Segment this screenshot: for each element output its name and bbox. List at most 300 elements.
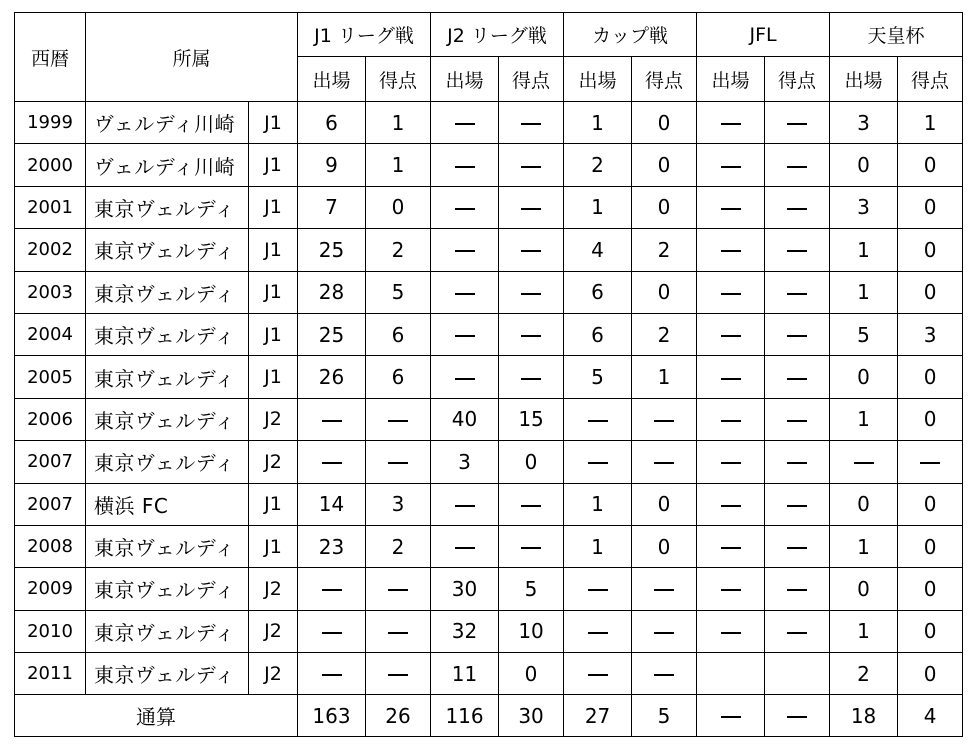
dash-mark: [721, 589, 741, 591]
dash-text: [475, 111, 476, 112]
cell-cup-goals: [632, 398, 697, 440]
cell-j2-goals: [499, 144, 564, 186]
dash-text: [807, 365, 808, 366]
cell-j2-goals: 15: [499, 398, 564, 440]
cell-j1-apps: 28: [298, 271, 366, 313]
dash-mark: [787, 632, 807, 634]
cell-club: 東京ヴェルディ: [86, 653, 249, 695]
table-row: [15, 525, 963, 567]
dash-mark: [455, 166, 475, 168]
dash-mark: [388, 674, 408, 676]
dash-mark: [588, 462, 608, 464]
cell-j1-goals: 6: [366, 313, 431, 355]
dash-mark: [854, 462, 874, 464]
dash-text: [541, 153, 542, 154]
header-club: 所属: [86, 13, 298, 102]
cell-j1-goals: [366, 653, 431, 695]
cell-j2-apps: [431, 313, 499, 355]
dash-text: [541, 238, 542, 239]
dash-mark: [654, 420, 674, 422]
cell-j1-goals: 6: [366, 356, 431, 398]
total-jfl-apps: [697, 695, 765, 737]
cell-jfl-apps: [697, 653, 765, 695]
cell-cup-goals: 0: [632, 102, 697, 144]
dash-mark: [521, 378, 541, 380]
cell-j1-apps: 14: [298, 483, 366, 525]
cell-club: ヴェルディ川崎: [86, 102, 249, 144]
cell-league: J2: [249, 653, 298, 695]
cell-emperors-goals: 0: [898, 356, 963, 398]
header-apps: 出場: [431, 57, 499, 102]
cell-cup-goals: 2: [632, 229, 697, 271]
cell-j2-goals: 0: [499, 441, 564, 483]
header-apps: 出場: [298, 57, 366, 102]
total-row: [15, 695, 963, 737]
cell-j1-goals: 0: [366, 186, 431, 228]
cell-j1-goals: 3: [366, 483, 431, 525]
cell-cup-apps: 1: [564, 525, 632, 567]
dash-text: [807, 577, 808, 578]
cell-jfl-apps: [697, 610, 765, 652]
cell-club: 東京ヴェルディ: [86, 186, 249, 228]
cell-year: 2009: [15, 568, 86, 610]
dash-text: [608, 577, 609, 578]
cell-j2-goals: [499, 229, 564, 271]
header-goals: 得点: [499, 57, 564, 102]
dash-mark: [322, 674, 342, 676]
cell-league: J1: [249, 271, 298, 313]
cell-jfl-goals: [765, 186, 830, 228]
dash-mark: [388, 589, 408, 591]
cell-cup-apps: 6: [564, 271, 632, 313]
table-row: [15, 102, 963, 144]
dash-mark: [521, 335, 541, 337]
dash-mark: [521, 166, 541, 168]
cell-j2-goals: [499, 356, 564, 398]
cell-emperors-goals: 3: [898, 313, 963, 355]
dash-text: [741, 450, 742, 451]
dash-mark: [654, 674, 674, 676]
cell-j2-goals: [499, 525, 564, 567]
dash-mark: [721, 335, 741, 337]
cell-j1-apps: 25: [298, 313, 366, 355]
cell-j1-apps: 9: [298, 144, 366, 186]
cell-emperors-apps: 1: [830, 229, 898, 271]
cell-club: 横浜 FC: [86, 483, 249, 525]
dash-text: [741, 365, 742, 366]
cell-j1-goals: 1: [366, 102, 431, 144]
dash-mark: [787, 420, 807, 422]
dash-mark: [787, 505, 807, 507]
table-row: [15, 271, 963, 313]
cell-emperors-goals: 1: [898, 102, 963, 144]
cell-year: 2010: [15, 610, 86, 652]
total-label: 通算: [15, 695, 298, 737]
dash-mark: [521, 505, 541, 507]
cell-cup-goals: [632, 568, 697, 610]
cell-year: 2007: [15, 483, 86, 525]
header-group-jfl: JFL: [697, 13, 830, 57]
cell-cup-goals: 2: [632, 313, 697, 355]
cell-league: J1: [249, 186, 298, 228]
cell-jfl-apps: [697, 144, 765, 186]
dash-text: [475, 365, 476, 366]
cell-j2-goals: [499, 313, 564, 355]
cell-emperors-apps: 0: [830, 356, 898, 398]
cell-jfl-goals: [765, 568, 830, 610]
table-row: [15, 313, 963, 355]
cell-j1-goals: 2: [366, 525, 431, 567]
cell-jfl-goals: [765, 398, 830, 440]
cell-emperors-apps: 1: [830, 610, 898, 652]
cell-j2-apps: 3: [431, 441, 499, 483]
cell-j2-apps: [431, 186, 499, 228]
dash-mark: [787, 208, 807, 210]
dash-text: [674, 450, 675, 451]
dash-text: [807, 195, 808, 196]
cell-emperors-apps: 5: [830, 313, 898, 355]
dash-mark: [521, 208, 541, 210]
cell-cup-goals: [632, 610, 697, 652]
cell-j2-goals: [499, 102, 564, 144]
dash-text: [674, 662, 675, 663]
cell-emperors-apps: [830, 441, 898, 483]
table-row: [15, 229, 963, 271]
dash-text: [608, 619, 609, 620]
cell-j1-goals: [366, 398, 431, 440]
header-row-groups: [15, 13, 963, 57]
dash-mark: [322, 589, 342, 591]
cell-j2-apps: [431, 102, 499, 144]
cell-cup-apps: 6: [564, 313, 632, 355]
cell-jfl-apps: [697, 356, 765, 398]
header-apps: 出場: [830, 57, 898, 102]
cell-year: 2005: [15, 356, 86, 398]
cell-cup-apps: [564, 441, 632, 483]
header-group-j1: J1 リーグ戦: [298, 13, 431, 57]
dash-mark: [787, 462, 807, 464]
dash-text: [807, 280, 808, 281]
cell-year: 2002: [15, 229, 86, 271]
total-j1-apps: 163: [298, 695, 366, 737]
dash-text: [475, 195, 476, 196]
table-row: [15, 356, 963, 398]
dash-mark: [521, 250, 541, 252]
dash-text: [874, 450, 875, 451]
dash-mark: [787, 293, 807, 295]
cell-emperors-goals: 0: [898, 653, 963, 695]
dash-text: [741, 407, 742, 408]
dash-text: [741, 195, 742, 196]
dash-mark: [920, 462, 940, 464]
cell-emperors-goals: [898, 441, 963, 483]
dash-text: [342, 662, 343, 663]
cell-jfl-goals: [765, 525, 830, 567]
cell-j1-goals: [366, 568, 431, 610]
cell-cup-goals: 0: [632, 186, 697, 228]
dash-text: [342, 577, 343, 578]
cell-j2-apps: 11: [431, 653, 499, 695]
cell-emperors-apps: 1: [830, 525, 898, 567]
cell-jfl-apps: [697, 525, 765, 567]
cell-jfl-apps: [697, 313, 765, 355]
table-row: [15, 144, 963, 186]
dash-text: [807, 704, 808, 705]
dash-text: [342, 619, 343, 620]
cell-j2-apps: [431, 525, 499, 567]
cell-emperors-apps: 1: [830, 398, 898, 440]
cell-j1-apps: [298, 568, 366, 610]
dash-text: [741, 280, 742, 281]
dash-text: [807, 153, 808, 154]
table-row: [15, 483, 963, 525]
cell-year: 2003: [15, 271, 86, 313]
cell-emperors-goals: 0: [898, 610, 963, 652]
dash-mark: [455, 208, 475, 210]
total-j2-apps: 116: [431, 695, 499, 737]
total-j2-goals: 30: [499, 695, 564, 737]
total-jfl-goals: [765, 695, 830, 737]
cell-j1-apps: 6: [298, 102, 366, 144]
cell-jfl-goals: [765, 483, 830, 525]
dash-mark: [322, 632, 342, 634]
dash-text: [807, 450, 808, 451]
dash-mark: [654, 589, 674, 591]
cell-jfl-apps: [697, 102, 765, 144]
cell-cup-apps: 5: [564, 356, 632, 398]
cell-j2-goals: [499, 186, 564, 228]
cell-jfl-goals: [765, 653, 830, 695]
dash-mark: [521, 293, 541, 295]
dash-mark: [455, 378, 475, 380]
dash-text: [741, 492, 742, 493]
cell-jfl-goals: [765, 144, 830, 186]
cell-j2-apps: [431, 271, 499, 313]
dash-mark: [721, 250, 741, 252]
dash-text: [674, 619, 675, 620]
dash-text: [408, 450, 409, 451]
career-stats-table: [14, 12, 963, 737]
cell-jfl-apps: [697, 271, 765, 313]
cell-jfl-apps: [697, 441, 765, 483]
cell-year: 2011: [15, 653, 86, 695]
cell-jfl-apps: [697, 568, 765, 610]
cell-cup-apps: [564, 653, 632, 695]
dash-text: [541, 280, 542, 281]
dash-mark: [388, 462, 408, 464]
cell-emperors-apps: 3: [830, 186, 898, 228]
dash-mark: [721, 505, 741, 507]
total-j1-goals: 26: [366, 695, 431, 737]
cell-cup-goals: [632, 441, 697, 483]
dash-mark: [787, 335, 807, 337]
cell-jfl-apps: [697, 398, 765, 440]
dash-mark: [455, 123, 475, 125]
dash-mark: [322, 420, 342, 422]
dash-mark: [654, 462, 674, 464]
dash-text: [475, 492, 476, 493]
cell-cup-goals: 0: [632, 144, 697, 186]
dash-text: [475, 535, 476, 536]
cell-j2-goals: [499, 271, 564, 313]
cell-cup-goals: 0: [632, 483, 697, 525]
cell-emperors-apps: 3: [830, 102, 898, 144]
cell-j1-apps: 26: [298, 356, 366, 398]
table-row: [15, 186, 963, 228]
cell-league: J2: [249, 568, 298, 610]
cell-j1-apps: 25: [298, 229, 366, 271]
dash-mark: [521, 547, 541, 549]
table-row: [15, 568, 963, 610]
cell-emperors-apps: 0: [830, 568, 898, 610]
dash-text: [807, 407, 808, 408]
dash-mark: [787, 123, 807, 125]
dash-mark: [787, 166, 807, 168]
dash-mark: [787, 589, 807, 591]
dash-mark: [721, 208, 741, 210]
cell-j1-apps: [298, 653, 366, 695]
dash-text: [541, 535, 542, 536]
dash-text: [608, 407, 609, 408]
dash-mark: [388, 632, 408, 634]
cell-year: 2006: [15, 398, 86, 440]
cell-j2-apps: 32: [431, 610, 499, 652]
cell-emperors-goals: 0: [898, 483, 963, 525]
dash-text: [741, 577, 742, 578]
cell-emperors-goals: 0: [898, 144, 963, 186]
cell-j2-apps: 40: [431, 398, 499, 440]
cell-j1-apps: 7: [298, 186, 366, 228]
cell-j2-apps: 30: [431, 568, 499, 610]
dash-text: [608, 450, 609, 451]
cell-emperors-apps: 2: [830, 653, 898, 695]
header-goals: 得点: [765, 57, 830, 102]
cell-j2-goals: 10: [499, 610, 564, 652]
dash-text: [408, 407, 409, 408]
table-row: [15, 610, 963, 652]
cell-j1-goals: 2: [366, 229, 431, 271]
dash-text: [807, 535, 808, 536]
dash-mark: [388, 420, 408, 422]
cell-j2-apps: [431, 356, 499, 398]
dash-text: [475, 153, 476, 154]
cell-cup-goals: 0: [632, 271, 697, 313]
dash-mark: [455, 505, 475, 507]
total-cup-apps: 27: [564, 695, 632, 737]
cell-emperors-goals: 0: [898, 229, 963, 271]
dash-mark: [721, 420, 741, 422]
cell-jfl-apps: [697, 229, 765, 271]
cell-j2-apps: [431, 229, 499, 271]
cell-cup-apps: 4: [564, 229, 632, 271]
dash-mark: [787, 716, 807, 718]
header-year: 西暦: [15, 13, 86, 102]
cell-club: 東京ヴェルディ: [86, 568, 249, 610]
table-row: [15, 398, 963, 440]
dash-text: [342, 407, 343, 408]
cell-club: 東京ヴェルディ: [86, 313, 249, 355]
cell-emperors-goals: 0: [898, 525, 963, 567]
cell-emperors-apps: 0: [830, 144, 898, 186]
header-apps: 出場: [697, 57, 765, 102]
cell-j1-apps: [298, 441, 366, 483]
cell-j1-goals: 5: [366, 271, 431, 313]
dash-text: [940, 450, 941, 451]
header-group-cup: カップ戦: [564, 13, 697, 57]
cell-emperors-goals: 0: [898, 398, 963, 440]
cell-jfl-goals: [765, 610, 830, 652]
header-group-j2: J2 リーグ戦: [431, 13, 564, 57]
cell-j1-goals: 1: [366, 144, 431, 186]
cell-j2-goals: 5: [499, 568, 564, 610]
dash-text: [342, 450, 343, 451]
dash-mark: [787, 250, 807, 252]
cell-league: J2: [249, 398, 298, 440]
cell-club: 東京ヴェルディ: [86, 525, 249, 567]
dash-mark: [588, 674, 608, 676]
cell-jfl-goals: [765, 313, 830, 355]
table-row: [15, 653, 963, 695]
dash-text: [408, 577, 409, 578]
cell-year: 2008: [15, 525, 86, 567]
dash-text: [741, 323, 742, 324]
dash-mark: [455, 547, 475, 549]
dash-mark: [721, 547, 741, 549]
cell-emperors-goals: 0: [898, 271, 963, 313]
dash-text: [408, 662, 409, 663]
cell-j1-goals: [366, 441, 431, 483]
dash-text: [807, 238, 808, 239]
dash-mark: [787, 378, 807, 380]
cell-emperors-apps: 1: [830, 271, 898, 313]
cell-year: 1999: [15, 102, 86, 144]
dash-mark: [455, 335, 475, 337]
dash-text: [541, 111, 542, 112]
cell-league: J1: [249, 229, 298, 271]
cell-cup-apps: 1: [564, 186, 632, 228]
dash-mark: [654, 632, 674, 634]
dash-text: [807, 492, 808, 493]
cell-emperors-apps: 0: [830, 483, 898, 525]
dash-mark: [455, 250, 475, 252]
cell-club: 東京ヴェルディ: [86, 610, 249, 652]
cell-j1-apps: 23: [298, 525, 366, 567]
cell-cup-goals: [632, 653, 697, 695]
dash-text: [741, 153, 742, 154]
dash-text: [741, 111, 742, 112]
dash-mark: [787, 547, 807, 549]
dash-text: [608, 662, 609, 663]
cell-club: 東京ヴェルディ: [86, 229, 249, 271]
dash-text: [674, 407, 675, 408]
dash-text: [807, 323, 808, 324]
dash-text: [475, 323, 476, 324]
cell-j2-apps: [431, 144, 499, 186]
dash-text: [741, 238, 742, 239]
dash-mark: [588, 632, 608, 634]
dash-text: [741, 619, 742, 620]
dash-mark: [588, 420, 608, 422]
cell-cup-apps: 2: [564, 144, 632, 186]
cell-cup-apps: [564, 610, 632, 652]
cell-cup-goals: 1: [632, 356, 697, 398]
total-emperors-goals: 4: [898, 695, 963, 737]
total-emperors-apps: 18: [830, 695, 898, 737]
cell-j2-apps: [431, 483, 499, 525]
cell-league: J1: [249, 144, 298, 186]
dash-text: [541, 323, 542, 324]
cell-cup-apps: 1: [564, 102, 632, 144]
